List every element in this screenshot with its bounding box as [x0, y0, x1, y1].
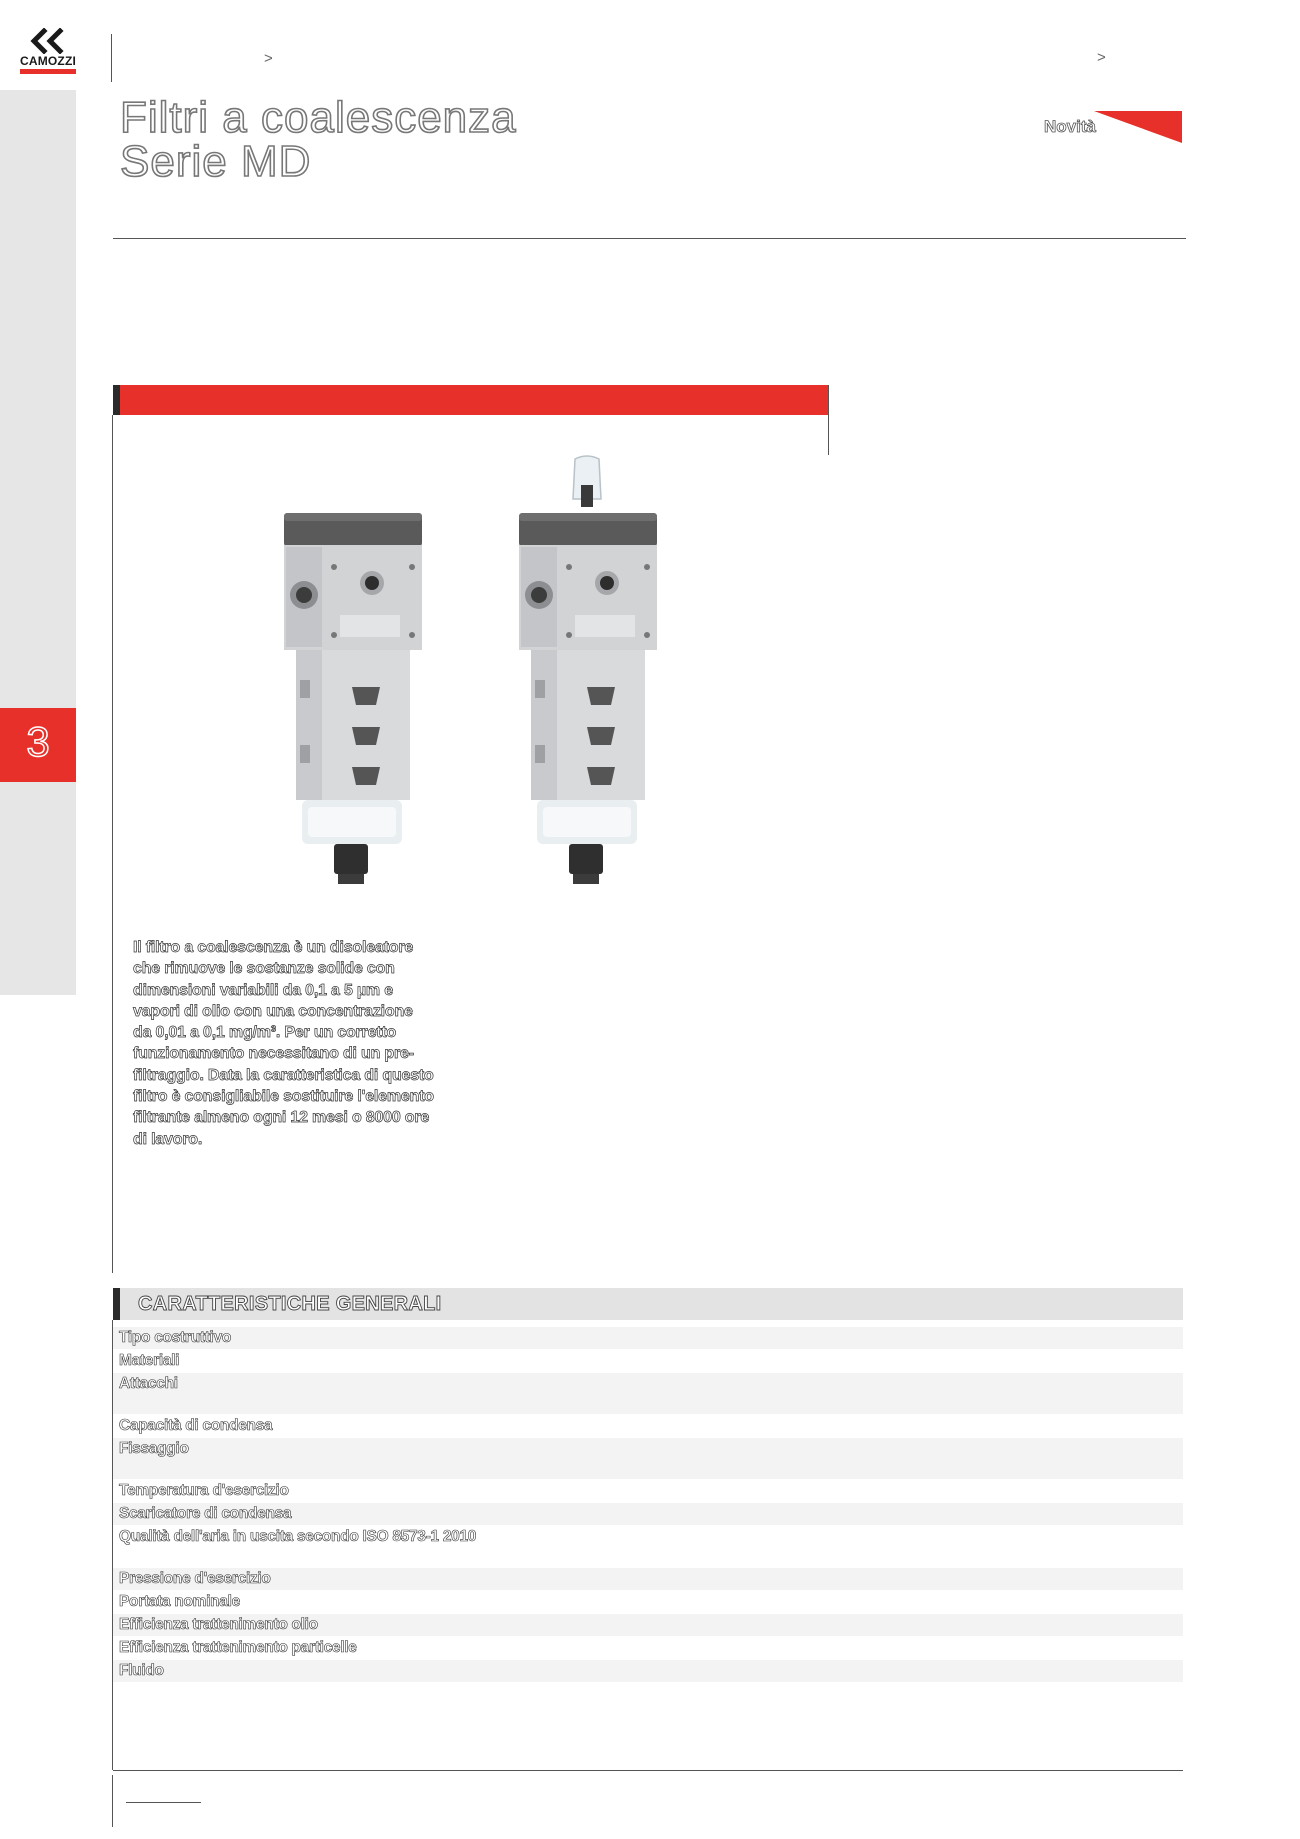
row-label: Tipo costruttivo: [119, 1329, 232, 1346]
description-line: filtro è consigliabile sostituire l'elemento: [133, 1088, 434, 1106]
section-number: 3: [26, 718, 50, 765]
row-label: Portata nominale: [119, 1593, 240, 1610]
row-label: Attacchi: [119, 1375, 178, 1392]
description-line: da 0,01 a 0,1 mg/m³. Per un corretto: [133, 1024, 397, 1042]
breadcrumb-chevron-2[interactable]: >: [1097, 49, 1106, 66]
table-left-border: [112, 1320, 113, 1770]
general-characteristics-title: CARATTERISTICHE GENERALI: [138, 1293, 442, 1315]
description-line: Il filtro a coalescenza è un disoleatore: [133, 939, 414, 956]
description-line: funzionamento necessitano di un pre-: [133, 1045, 414, 1063]
table-row: [113, 1350, 1183, 1372]
row-label: Fissaggio: [119, 1440, 189, 1457]
row-label: Temperatura d'esercizio: [119, 1482, 289, 1499]
table-row: [113, 1373, 1183, 1414]
description-line: dimensioni variabili da 0,1 a 5 µm e: [133, 981, 393, 999]
logo-underline: [20, 69, 76, 74]
table-row: [113, 1526, 1183, 1567]
row-label: Efficienza trattenimento particelle: [119, 1639, 357, 1656]
description-line: che rimuove le sostanze solide con: [133, 960, 395, 978]
description-line: di lavoro.: [133, 1130, 203, 1148]
table-bottom-divider: [113, 1770, 1183, 1771]
breadcrumb-chevron-1[interactable]: >: [264, 50, 273, 67]
description-line: vapori di olio con una concentrazione: [133, 1002, 413, 1020]
table-row: [113, 1568, 1183, 1590]
table-row: [113, 1591, 1183, 1613]
camozzi-logo-icon: [30, 28, 66, 54]
page-title-line-2: Serie MD: [120, 137, 312, 186]
row-label: Qualità dell'aria in uscita secondo ISO 8573-1 2010: [119, 1528, 477, 1545]
product-description: [133, 937, 463, 1150]
row-label: Materiali: [119, 1352, 180, 1369]
logo-wordmark: CAMOZZI: [19, 54, 77, 68]
product-image-filter-standard: [272, 455, 432, 915]
row-label: Pressione d'esercizio: [119, 1570, 271, 1587]
table-row: [113, 1637, 1183, 1659]
description-line: filtraggio. Data la caratteristica di questo: [133, 1066, 434, 1084]
section-header-marker: [113, 385, 120, 415]
page-title: [120, 93, 517, 186]
content-left-border: [112, 415, 113, 1273]
row-label: Capacità di condensa: [119, 1417, 273, 1434]
page-title-line-1: Filtri a coalescenza: [120, 93, 517, 142]
row-label: Fluido: [119, 1662, 164, 1679]
row-label: Efficienza trattenimento olio: [119, 1616, 318, 1633]
row-label: Scaricatore di condensa: [119, 1505, 292, 1522]
table-row: [113, 1614, 1183, 1636]
title-divider: [113, 238, 1186, 239]
general-characteristics-marker: [113, 1288, 120, 1320]
table-row: [113, 1660, 1183, 1682]
side-rail: [0, 90, 76, 995]
header-divider: [111, 34, 112, 82]
product-image-filter-with-indicator: [507, 455, 667, 915]
table-row: [113, 1503, 1183, 1525]
section-header-bar: [113, 385, 829, 415]
new-badge-flag-icon: [1094, 111, 1182, 143]
footer-divider: [112, 1775, 113, 1827]
camozzi-logo: [18, 28, 78, 78]
section-header-edge: [828, 385, 829, 455]
new-badge-label: Novità: [1044, 117, 1096, 136]
description-line: filtrante almeno ogni 12 mesi o 8000 ore: [133, 1109, 430, 1127]
table-row: [113, 1438, 1183, 1479]
table-row: [113, 1327, 1183, 1349]
table-row: [113, 1415, 1183, 1437]
footer-rule: [126, 1802, 201, 1803]
table-row: [113, 1480, 1183, 1502]
